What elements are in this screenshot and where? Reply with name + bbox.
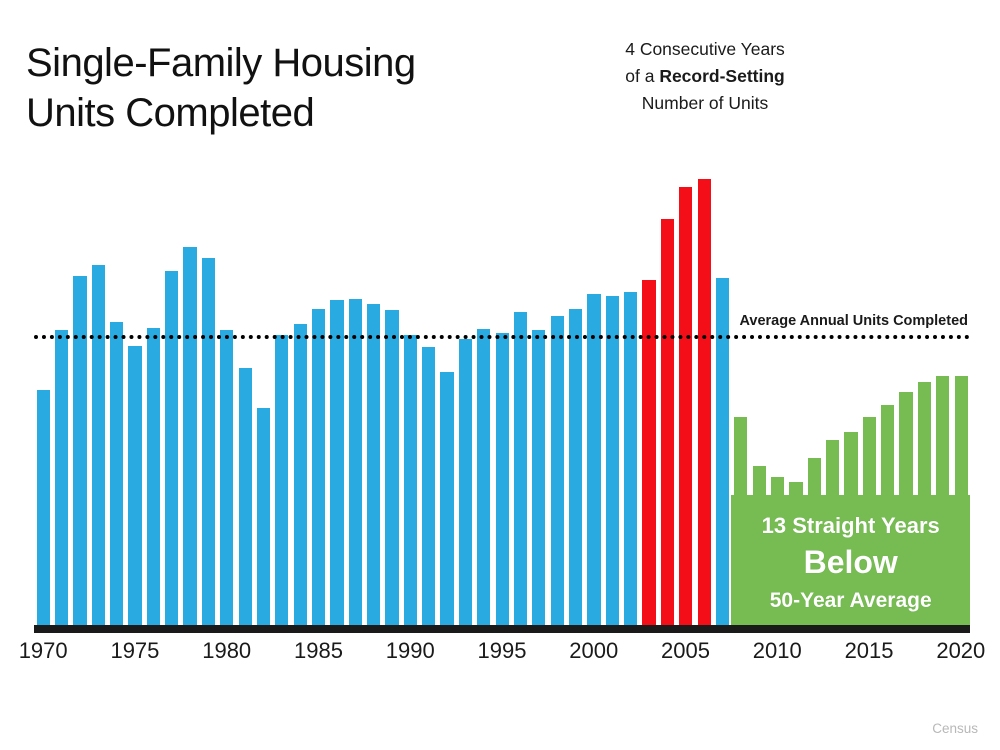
x-axis-tick-1975: 1975	[110, 638, 160, 663]
bar-1970	[37, 390, 50, 625]
bar-1971	[55, 330, 68, 625]
bar-1986	[330, 300, 343, 625]
record-setting-annotation-line-2-emphasis: Record-Setting	[659, 66, 785, 87]
below-average-annotation-line-2: Below	[803, 544, 898, 581]
bar-slot	[622, 130, 640, 625]
bar-slot	[456, 130, 474, 625]
x-axis-tick-1980: 1980	[202, 638, 252, 663]
x-axis-tick-2000: 2000	[569, 638, 619, 663]
bar-slot	[658, 130, 676, 625]
bar-slot	[89, 130, 107, 625]
bar-2003	[642, 280, 655, 625]
record-setting-annotation	[570, 36, 840, 117]
bar-slot	[199, 130, 217, 625]
x-axis-tick-1990: 1990	[385, 638, 435, 663]
x-axis-tick-1985: 1985	[293, 638, 343, 663]
bar-slot	[530, 130, 548, 625]
bar-slot	[236, 130, 254, 625]
bar-2007	[716, 278, 729, 625]
bar-1991	[422, 347, 435, 625]
bar-slot	[291, 130, 309, 625]
record-setting-annotation-line-2-prefix: of a	[625, 66, 660, 87]
bar-slot	[548, 130, 566, 625]
bar-2002	[624, 292, 637, 625]
bar-slot	[566, 130, 584, 625]
bar-1984	[294, 324, 307, 625]
bar-1989	[385, 310, 398, 625]
bar-1994	[477, 329, 490, 626]
bar-slot	[493, 130, 511, 625]
bar-slot	[163, 130, 181, 625]
bar-1975	[128, 346, 141, 625]
bar-1977	[165, 271, 178, 625]
bar-slot	[695, 130, 713, 625]
page-title	[26, 38, 546, 138]
x-axis	[34, 625, 970, 633]
bar-1974	[110, 322, 123, 625]
bar-slot	[401, 130, 419, 625]
record-setting-annotation-line-2	[570, 63, 840, 90]
bar-slot	[438, 130, 456, 625]
bar-1972	[73, 276, 86, 625]
bar-slot	[346, 130, 364, 625]
bar-1998	[551, 316, 564, 625]
record-setting-annotation-line-3: Number of Units	[641, 93, 769, 114]
bar-2000	[587, 294, 600, 625]
x-axis-tick-2015: 2015	[844, 638, 894, 663]
bar-slot	[144, 130, 162, 625]
bar-slot	[364, 130, 382, 625]
page-title-line-1: Single-Family Housing	[26, 41, 416, 85]
bar-slot	[309, 130, 327, 625]
bar-slot	[71, 130, 89, 625]
bar-2005	[679, 187, 692, 625]
bar-1987	[349, 299, 362, 625]
bar-slot	[126, 130, 144, 625]
x-axis-tick-2005: 2005	[661, 638, 710, 663]
x-axis-tick-2020: 2020	[936, 638, 986, 663]
bar-1979	[202, 258, 215, 625]
bar-1980	[220, 330, 233, 625]
below-average-annotation-line-1: 13 Straight Years	[761, 513, 940, 539]
bar-1993	[459, 339, 472, 625]
record-setting-annotation-line-1: 4 Consecutive Years	[625, 39, 785, 59]
bar-1992	[440, 372, 453, 625]
bar-1973	[92, 265, 105, 625]
bar-1982	[257, 408, 270, 625]
page-title-line-2: Units Completed	[26, 91, 315, 135]
bar-1995	[496, 333, 509, 625]
bar-1981	[239, 368, 252, 625]
bar-slot	[52, 130, 70, 625]
bar-slot	[107, 130, 125, 625]
bar-1999	[569, 309, 582, 625]
bar-slot	[420, 130, 438, 625]
bar-1996	[514, 312, 527, 625]
below-average-annotation	[731, 513, 970, 613]
bar-slot	[713, 130, 731, 625]
plot-area	[34, 130, 970, 625]
below-average-annotation-line-3: 50-Year Average	[769, 588, 932, 612]
bar-1978	[183, 247, 196, 625]
bar-slot	[218, 130, 236, 625]
average-line	[34, 335, 970, 339]
bar-1976	[147, 328, 160, 625]
bar-slot	[603, 130, 621, 625]
bar-slot	[254, 130, 272, 625]
source-label: Census	[932, 721, 978, 736]
bar-1985	[312, 309, 325, 625]
bar-2001	[606, 296, 619, 625]
x-axis-tick-1995: 1995	[477, 638, 527, 663]
bar-1988	[367, 304, 380, 625]
bar-2004	[661, 219, 674, 625]
bar-slot	[585, 130, 603, 625]
bar-slot	[475, 130, 493, 625]
bar-slot	[181, 130, 199, 625]
bar-slot	[34, 130, 52, 625]
x-axis-tick-2010: 2010	[752, 638, 802, 663]
bar-slot	[383, 130, 401, 625]
bar-1990	[404, 335, 417, 625]
bar-1997	[532, 330, 545, 625]
bar-1983	[275, 335, 288, 625]
x-axis-tick-labels	[18, 638, 986, 672]
x-axis-tick-1970: 1970	[18, 638, 68, 663]
average-line-label: Average Annual Units Completed	[739, 313, 968, 330]
bar-slot	[640, 130, 658, 625]
bar-slot	[273, 130, 291, 625]
bar-slot	[511, 130, 529, 625]
bar-2006	[698, 179, 711, 625]
bar-slot	[677, 130, 695, 625]
bar-slot	[328, 130, 346, 625]
